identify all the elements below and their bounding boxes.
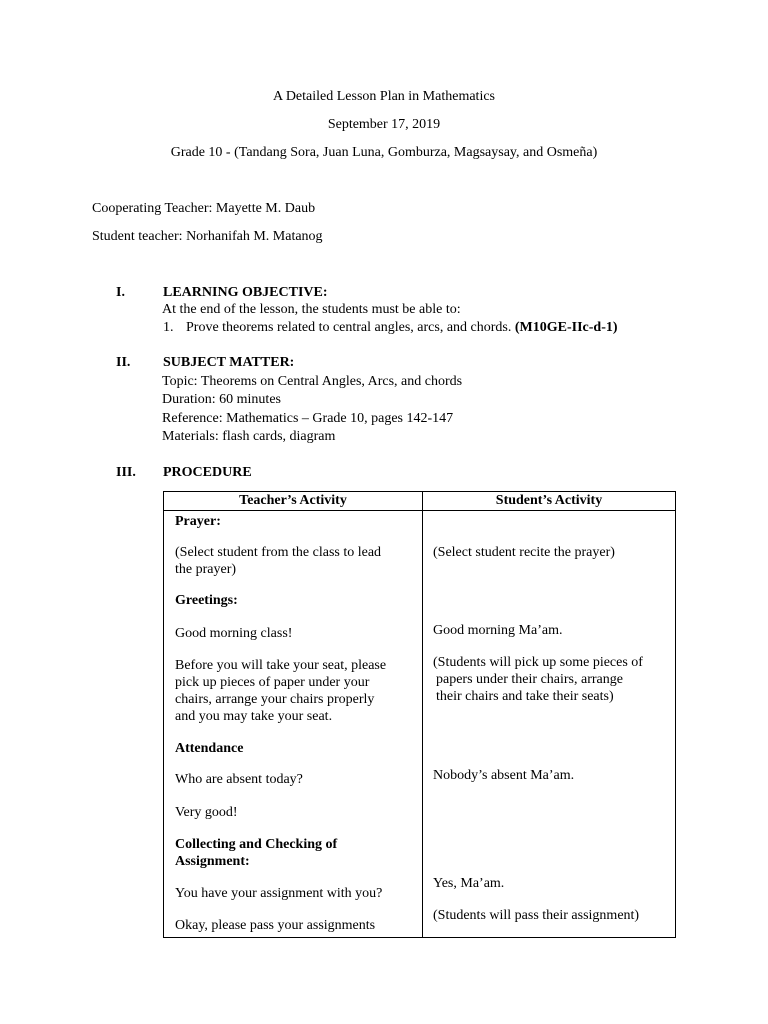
teacher-prayer-line-2: the prayer): [175, 562, 237, 577]
student-greeting: Good morning Ma’am.: [433, 623, 563, 638]
procedure-table: [163, 491, 676, 938]
lesson-date: September 17, 2019: [327, 117, 441, 132]
teacher-very-good: Very good!: [175, 805, 238, 820]
teacher-seat-line-4: and you may take your seat.: [175, 709, 333, 724]
student-attendance-reply: Nobody’s absent Ma’am.: [433, 768, 575, 783]
subject-topic: Topic: Theorems on Central Angles, Arcs, and chords: [162, 374, 463, 389]
student-teacher: Student teacher: Norhanifah M. Matanog: [92, 229, 323, 244]
objective-item-number: 1.: [163, 320, 174, 335]
prayer-heading: Prayer:: [175, 514, 221, 529]
teacher-assignment-question: You have your assignment with you?: [175, 886, 383, 901]
objective-item: [186, 319, 618, 336]
teacher-prayer-line-1: (Select student from the class to lead: [175, 545, 382, 560]
student-seat-line-1: (Students will pick up some pieces of: [433, 655, 643, 670]
student-pass: (Students will pass their assignment): [433, 908, 640, 923]
student-activity-cell: [423, 511, 676, 938]
subject-duration: Duration: 60 minutes: [162, 392, 281, 407]
teacher-attendance-question: Who are absent today?: [175, 772, 303, 787]
student-seat-line-2: papers under their chairs, arrange: [436, 672, 623, 687]
section-number-subject: II.: [116, 355, 131, 370]
column-header-teacher: Teacher’s Activity: [164, 492, 423, 511]
teacher-greeting: Good morning class!: [175, 626, 293, 641]
section-number-procedure: III.: [116, 465, 136, 480]
teacher-seat-line-1: Before you will take your seat, please: [175, 658, 387, 673]
assignment-heading-line-2: Assignment:: [175, 854, 250, 869]
column-header-student: Student’s Activity: [423, 492, 676, 511]
subject-reference: Reference: Mathematics – Grade 10, pages 142-147: [162, 411, 454, 426]
teacher-seat-line-3: chairs, arrange your chairs properly: [175, 692, 375, 707]
teacher-pass-assignments: Okay, please pass your assignments: [175, 918, 376, 933]
objective-item-text: Prove theorems related to central angles, arcs, and chords.: [186, 320, 512, 335]
section-heading-procedure: PROCEDURE: [163, 465, 252, 480]
objective-intro: At the end of the lesson, the students must be able to:: [162, 302, 461, 317]
teacher-activity-cell: [164, 511, 423, 938]
greetings-heading: Greetings:: [175, 593, 238, 608]
section-number-objective: I.: [116, 285, 125, 300]
teacher-seat-line-2: pick up pieces of paper under your: [175, 675, 370, 690]
cooperating-teacher: Cooperating Teacher: Mayette M. Daub: [92, 201, 316, 216]
student-yes: Yes, Ma’am.: [433, 876, 505, 891]
grade-sections: Grade 10 - (Tandang Sora, Juan Luna, Gomburza, Magsaysay, and Osmeña): [170, 145, 598, 160]
section-heading-subject: SUBJECT MATTER:: [163, 355, 295, 370]
assignment-heading-line-1: Collecting and Checking of: [175, 837, 338, 852]
attendance-heading: Attendance: [175, 741, 244, 756]
objective-item-code: (M10GE-IIc-d-1): [514, 320, 618, 335]
section-heading-objective: LEARNING OBJECTIVE:: [163, 285, 328, 300]
student-seat-line-3: their chairs and take their seats): [436, 689, 614, 704]
document-title: A Detailed Lesson Plan in Mathematics: [272, 89, 495, 104]
student-prayer: (Select student recite the prayer): [433, 545, 615, 560]
subject-materials: Materials: flash cards, diagram: [162, 429, 336, 444]
